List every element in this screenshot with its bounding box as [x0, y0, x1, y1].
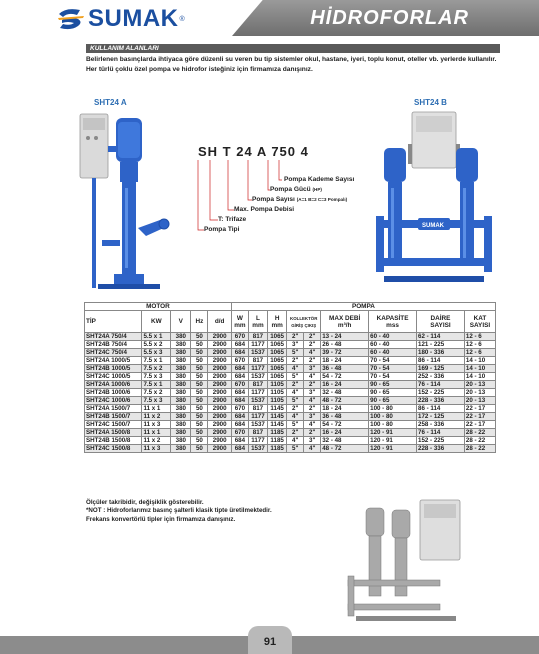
table-cell: 2"	[304, 429, 321, 437]
table-cell: 1537	[248, 421, 267, 429]
legend-item-6: Pompa Tipi	[204, 226, 240, 233]
table-cell: 100 - 80	[369, 413, 417, 421]
legend-item-2: Pompa Gücü (HP)	[270, 186, 322, 193]
table-cell: 2900	[208, 437, 231, 445]
table-cell: 817	[248, 381, 267, 389]
table-cell: 50	[191, 357, 208, 365]
table-row	[85, 413, 496, 421]
table-cell: 380	[171, 365, 191, 373]
table-cell: 670	[231, 405, 248, 413]
table-cell: 684	[231, 445, 248, 453]
table-cell: 28 - 22	[464, 437, 495, 445]
table-cell: 2"	[304, 405, 321, 413]
table-cell: 2"	[287, 405, 304, 413]
table-cell: SHT24C 1500/8	[85, 445, 142, 453]
table-cell: 380	[171, 341, 191, 349]
table-cell: 4"	[287, 365, 304, 373]
table-cell: 380	[171, 445, 191, 453]
table-cell: 152 - 225	[417, 389, 465, 397]
col-dd: d/d	[208, 311, 231, 333]
spec-table	[84, 302, 496, 453]
table-cell: 22 - 17	[464, 413, 495, 421]
table-cell: 14 - 10	[464, 365, 495, 373]
table-cell: 1537	[248, 349, 267, 357]
model-code: SH T 24 A 750 4	[198, 144, 309, 159]
table-cell: 20 - 13	[464, 397, 495, 405]
table-cell: 86 - 114	[417, 357, 465, 365]
table-row	[85, 349, 496, 357]
table-cell: 76 - 114	[417, 429, 465, 437]
table-cell: 2"	[304, 333, 321, 341]
table-cell: 4"	[287, 413, 304, 421]
table-cell: 3"	[304, 437, 321, 445]
table-cell: 120 - 91	[369, 429, 417, 437]
table-cell: 684	[231, 349, 248, 357]
table-cell: 18 - 24	[321, 405, 369, 413]
table-row	[85, 389, 496, 397]
table-cell: 5"	[287, 445, 304, 453]
table-cell: 54 - 72	[321, 373, 369, 381]
table-cell: SHT24B 1500/8	[85, 437, 142, 445]
table-cell: 20 - 13	[464, 381, 495, 389]
table-cell: SHT24B 1500/7	[85, 413, 142, 421]
table-cell: 1537	[248, 397, 267, 405]
table-cell: 3"	[304, 365, 321, 373]
pump-illustration-single	[78, 108, 178, 293]
table-row	[85, 341, 496, 349]
table-cell: 50	[191, 373, 208, 381]
table-cell: 16 - 24	[321, 381, 369, 389]
table-cell: 36 - 48	[321, 413, 369, 421]
legend-item-1: Pompa Kademe Sayısı	[284, 176, 355, 183]
table-cell: 258 - 336	[417, 421, 465, 429]
table-cell: 684	[231, 373, 248, 381]
table-cell: 100 - 80	[369, 405, 417, 413]
table-row	[85, 445, 496, 453]
table-cell: 2900	[208, 373, 231, 381]
table-cell: 152 - 225	[417, 437, 465, 445]
table-cell: 380	[171, 333, 191, 341]
table-cell: 120 - 91	[369, 437, 417, 445]
table-cell: 11 x 3	[142, 445, 171, 453]
notes	[86, 499, 272, 524]
table-cell: 50	[191, 421, 208, 429]
table-cell: 7.5 x 2	[142, 389, 171, 397]
table-cell: 2900	[208, 349, 231, 357]
table-cell: 1105	[268, 389, 287, 397]
table-cell: 380	[171, 389, 191, 397]
table-cell: 1145	[268, 405, 287, 413]
table-row	[85, 333, 496, 341]
table-cell: SHT24A 1500/8	[85, 429, 142, 437]
col-kollektor: KOLLEKTÖR GİRİŞ ÇIKIŞ	[287, 311, 321, 333]
table-cell: 684	[231, 365, 248, 373]
col-kat: KAT SAYISI	[464, 311, 495, 333]
table-cell: 12 - 6	[464, 349, 495, 357]
table-row	[85, 381, 496, 389]
table-cell: 684	[231, 397, 248, 405]
table-cell: 7.5 x 1	[142, 357, 171, 365]
table-cell: 48 - 72	[321, 397, 369, 405]
col-w: W mm	[231, 311, 248, 333]
table-cell: 1177	[248, 341, 267, 349]
intro-paragraph: Belirlenen basınçlarda ihtiyaca göre düzenli su veren bu tip sistemler okul, hastane, iyeri, toplu konut, oteller vb. yerlerde kullanılır. Her türlü çoklu özel pompa ve hidrofor isteğiniz için firmamıza danışınız.	[86, 56, 497, 73]
table-cell: 4"	[287, 437, 304, 445]
table-cell: 670	[231, 333, 248, 341]
model-label-left: SHT24 A	[94, 98, 127, 107]
table-row	[85, 373, 496, 381]
table-cell: 1105	[268, 397, 287, 405]
table-cell: 16 - 24	[321, 429, 369, 437]
table-cell: 2900	[208, 397, 231, 405]
section-heading-bar	[86, 44, 500, 53]
spec-table-body	[85, 333, 496, 453]
table-cell: 50	[191, 413, 208, 421]
table-cell: 11 x 2	[142, 437, 171, 445]
table-group-header	[85, 303, 496, 311]
table-cell: 5"	[287, 373, 304, 381]
table-cell: 11 x 1	[142, 405, 171, 413]
page-number: 91	[263, 636, 277, 648]
table-cell: SHT24B 1000/5	[85, 365, 142, 373]
table-cell: SHT24A 1000/6	[85, 381, 142, 389]
col-daire: DAİRE SAYISI	[417, 311, 465, 333]
legend-item-5: T: Trifaze	[218, 216, 247, 223]
table-cell: 2"	[304, 341, 321, 349]
table-cell: 4"	[304, 421, 321, 429]
table-cell: 18 - 24	[321, 357, 369, 365]
table-cell: 54 - 72	[321, 421, 369, 429]
table-cell: 2900	[208, 413, 231, 421]
table-cell: 4"	[304, 397, 321, 405]
table-cell: 2900	[208, 365, 231, 373]
table-cell: 50	[191, 429, 208, 437]
model-label-right: SHT24 B	[414, 98, 447, 107]
col-kapasite: KAPASİTE mss	[369, 311, 417, 333]
table-cell: 5"	[287, 349, 304, 357]
table-cell: 2900	[208, 381, 231, 389]
table-cell: 380	[171, 373, 191, 381]
table-cell: 1065	[268, 365, 287, 373]
table-cell: 50	[191, 389, 208, 397]
table-cell: 380	[171, 357, 191, 365]
table-cell: 5"	[287, 397, 304, 405]
table-cell: 380	[171, 413, 191, 421]
table-cell: 2900	[208, 421, 231, 429]
table-cell: 817	[248, 357, 267, 365]
table-cell: 28 - 22	[464, 429, 495, 437]
table-cell: 169 - 125	[417, 365, 465, 373]
table-cell: 50	[191, 405, 208, 413]
table-cell: 1537	[248, 373, 267, 381]
table-cell: 684	[231, 437, 248, 445]
table-row	[85, 365, 496, 373]
table-cell: SHT24C 750/4	[85, 349, 142, 357]
table-cell: 1177	[248, 437, 267, 445]
table-cell: SHT24A 1000/5	[85, 357, 142, 365]
group-pompa: POMPA	[231, 303, 495, 311]
col-hz: Hz	[191, 311, 208, 333]
page-header	[0, 0, 539, 38]
table-cell: 670	[231, 381, 248, 389]
table-cell: 14 - 10	[464, 373, 495, 381]
group-motor: MOTOR	[85, 303, 232, 311]
table-cell: 2"	[304, 381, 321, 389]
table-cell: 1177	[248, 389, 267, 397]
table-cell: 4"	[287, 389, 304, 397]
table-row	[85, 437, 496, 445]
legend-item-3: Pompa Sayısı (A=1 B=2 C=3 Pompalı)	[252, 196, 348, 203]
table-cell: 50	[191, 397, 208, 405]
table-cell: 20 - 13	[464, 389, 495, 397]
col-tip: TİP	[85, 311, 142, 333]
col-h: H mm	[268, 311, 287, 333]
table-cell: 2900	[208, 405, 231, 413]
table-cell: 36 - 48	[321, 365, 369, 373]
table-cell: 120 - 91	[369, 445, 417, 453]
table-cell: 4"	[304, 373, 321, 381]
table-cell: 228 - 336	[417, 445, 465, 453]
table-cell: 90 - 65	[369, 397, 417, 405]
table-cell: 684	[231, 389, 248, 397]
table-cell: 50	[191, 333, 208, 341]
pump-illustration-twin	[374, 108, 494, 293]
table-cell: 70 - 54	[369, 373, 417, 381]
table-cell: SHT24C 1500/7	[85, 421, 142, 429]
table-cell: 1185	[268, 445, 287, 453]
table-cell: 90 - 65	[369, 381, 417, 389]
table-cell: 1065	[268, 333, 287, 341]
table-cell: 380	[171, 381, 191, 389]
table-cell: SHT24A 750/4	[85, 333, 142, 341]
table-cell: 7.5 x 1	[142, 381, 171, 389]
table-cell: 817	[248, 333, 267, 341]
brand-logo-icon	[56, 6, 86, 32]
table-cell: 684	[231, 421, 248, 429]
table-cell: 121 - 225	[417, 341, 465, 349]
registered-mark: ®	[179, 15, 185, 23]
table-row	[85, 405, 496, 413]
table-cell: 1177	[248, 365, 267, 373]
table-cell: 12 - 6	[464, 333, 495, 341]
table-cell: 86 - 114	[417, 405, 465, 413]
table-cell: 32 - 48	[321, 389, 369, 397]
table-cell: 50	[191, 437, 208, 445]
table-cell: 22 - 17	[464, 405, 495, 413]
table-cell: 11 x 2	[142, 413, 171, 421]
table-cell: 2900	[208, 389, 231, 397]
table-cell: SHT24A 1500/7	[85, 405, 142, 413]
table-cell: 180 - 336	[417, 349, 465, 357]
table-cell: 2"	[287, 381, 304, 389]
table-row	[85, 357, 496, 365]
table-cell: 2900	[208, 429, 231, 437]
table-cell: 7.5 x 3	[142, 373, 171, 381]
table-cell: 1185	[268, 429, 287, 437]
table-cell: 4"	[304, 445, 321, 453]
table-cell: 50	[191, 445, 208, 453]
table-cell: 26 - 48	[321, 341, 369, 349]
table-cell: 252 - 336	[417, 373, 465, 381]
table-cell: 380	[171, 349, 191, 357]
brand-name: SUMAK	[88, 5, 179, 32]
table-cell: 172 - 125	[417, 413, 465, 421]
table-cell: 380	[171, 437, 191, 445]
table-cell: 11 x 3	[142, 421, 171, 429]
table-cell: 2900	[208, 445, 231, 453]
table-cell: 2"	[287, 429, 304, 437]
table-cell: SHT24C 1000/5	[85, 373, 142, 381]
table-cell: 50	[191, 341, 208, 349]
table-row	[85, 397, 496, 405]
table-cell: 1105	[268, 381, 287, 389]
table-cell: 7.5 x 3	[142, 397, 171, 405]
table-cell: 684	[231, 341, 248, 349]
table-cell: 380	[171, 405, 191, 413]
table-cell: 60 - 40	[369, 349, 417, 357]
note-line-3: Frekans konvertörlü tipler için firmamıza danışınız.	[86, 515, 236, 523]
table-cell: 48 - 72	[321, 445, 369, 453]
table-cell: 3"	[304, 389, 321, 397]
table-cell: 2"	[287, 357, 304, 365]
table-cell: 32 - 48	[321, 437, 369, 445]
table-cell: 670	[231, 357, 248, 365]
table-cell: SHT24C 1000/6	[85, 397, 142, 405]
table-cell: 22 - 17	[464, 421, 495, 429]
table-cell: 2900	[208, 333, 231, 341]
table-row	[85, 429, 496, 437]
table-cell: 1065	[268, 357, 287, 365]
table-cell: 62 - 114	[417, 333, 465, 341]
table-cell: SHT24B 1000/6	[85, 389, 142, 397]
table-cell: 2900	[208, 357, 231, 365]
table-cell: 1185	[268, 437, 287, 445]
table-cell: 14 - 10	[464, 357, 495, 365]
table-cell: 1065	[268, 349, 287, 357]
table-cell: 60 - 40	[369, 341, 417, 349]
table-cell: 39 - 72	[321, 349, 369, 357]
table-cell: SHT24B 750/4	[85, 341, 142, 349]
table-cell: 5.5 x 2	[142, 341, 171, 349]
table-cell: 2900	[208, 341, 231, 349]
table-cell: 380	[171, 429, 191, 437]
table-column-header	[85, 311, 496, 333]
table-cell: 11 x 1	[142, 429, 171, 437]
table-cell: 100 - 80	[369, 421, 417, 429]
legend-item-4: Max. Pompa Debisi	[234, 206, 295, 213]
table-cell: 3"	[304, 413, 321, 421]
table-cell: 817	[248, 429, 267, 437]
table-row	[85, 421, 496, 429]
table-cell: 1537	[248, 445, 267, 453]
table-cell: 228 - 336	[417, 397, 465, 405]
table-cell: 60 - 40	[369, 333, 417, 341]
table-cell: 12 - 6	[464, 341, 495, 349]
table-cell: 70 - 54	[369, 357, 417, 365]
table-cell: 1177	[248, 413, 267, 421]
col-v: V	[171, 311, 191, 333]
page-title: HİDROFORLAR	[310, 7, 469, 29]
table-cell: 50	[191, 349, 208, 357]
table-cell: 13 - 24	[321, 333, 369, 341]
table-cell: 4"	[304, 349, 321, 357]
table-cell: 2"	[304, 357, 321, 365]
table-cell: 1145	[268, 421, 287, 429]
table-cell: 380	[171, 397, 191, 405]
table-cell: 76 - 114	[417, 381, 465, 389]
table-cell: 50	[191, 365, 208, 373]
table-cell: 380	[171, 421, 191, 429]
col-max-debi: MAX DEBİ m³/h	[321, 311, 369, 333]
table-cell: 1065	[268, 373, 287, 381]
table-cell: 670	[231, 429, 248, 437]
brand-logo	[56, 6, 185, 32]
table-cell: 5.5 x 3	[142, 349, 171, 357]
table-cell: 90 - 65	[369, 389, 417, 397]
table-cell: 1145	[268, 413, 287, 421]
table-cell: 7.5 x 2	[142, 365, 171, 373]
table-cell: 28 - 22	[464, 445, 495, 453]
table-cell: 2"	[287, 333, 304, 341]
table-cell: 1065	[268, 341, 287, 349]
table-cell: 70 - 54	[369, 365, 417, 373]
section-heading: KULLANIM ALANLARI	[90, 45, 159, 52]
note-line-2: *NOT : Hidroforlarımız basınç şalterli klasik tipte üretilmektedir.	[86, 507, 272, 515]
table-cell: 5.5 x 1	[142, 333, 171, 341]
table-cell: 5"	[287, 421, 304, 429]
note-line-1: Ölçüler takribidir, değişiklik gösterebilir.	[86, 499, 204, 506]
twin-pump-brand: SUMAK	[422, 223, 444, 229]
table-cell: 684	[231, 413, 248, 421]
table-cell: 3"	[287, 341, 304, 349]
table-cell: 50	[191, 381, 208, 389]
col-kw: KW	[142, 311, 171, 333]
col-l: L mm	[248, 311, 267, 333]
pump-illustration-set	[346, 496, 466, 626]
table-cell: 817	[248, 405, 267, 413]
